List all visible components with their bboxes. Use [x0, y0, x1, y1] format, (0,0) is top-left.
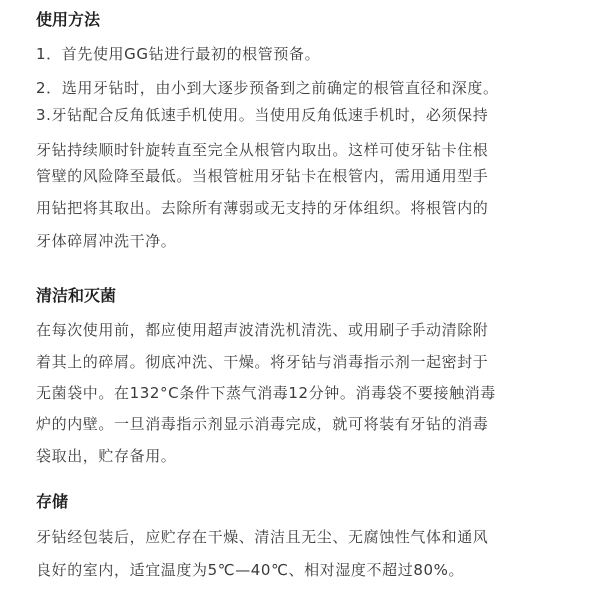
usage-line: 用钻把将其取出。去除所有薄弱或无支持的牙体组织。将根管内的	[36, 199, 489, 217]
cleaning-line: 无菌袋中。在132°C条件下蒸气消毒12分钟。消毒袋不要接触消毒	[36, 384, 496, 402]
cleaning-line: 炉的内壁。一旦消毒指示剂显示消毒完成，就可将装有牙钻的消毒	[36, 415, 489, 433]
usage-line: 1．首先使用GG钻进行最初的根管预备。	[36, 45, 321, 63]
section-title-usage: 使用方法	[36, 10, 101, 29]
storage-line: 牙钻经包装后，应贮存在干燥、清洁且无尘、无腐蚀性气体和通风	[36, 528, 489, 546]
usage-line: 3.牙钻配合反角低速手机使用。当使用反角低速手机时，必须保持	[36, 106, 489, 124]
usage-line: 牙钻持续顺时针旋转直至完全从根管内取出。这样可使牙钻卡住根	[36, 141, 489, 159]
cleaning-line: 在每次使用前，都应使用超声波清洗机清洗、或用刷子手动清除附	[36, 321, 489, 339]
section-title-storage: 存储	[36, 492, 69, 511]
cleaning-line: 着其上的碎屑。彻底冲洗、干燥。将牙钻与消毒指示剂一起密封于	[36, 353, 489, 371]
usage-line: 管壁的风险降至最低。当根管桩用牙钻卡在根管内，需用通用型手	[36, 167, 489, 185]
cleaning-line: 袋取出，贮存备用。	[36, 447, 177, 465]
usage-line: 牙体碎屑冲洗干净。	[36, 232, 177, 250]
usage-line: 2．选用牙钻时，由小到大逐步预备到之前确定的根管直径和深度。	[36, 79, 499, 97]
section-title-cleaning: 清洁和灭菌	[36, 286, 117, 305]
storage-line: 良好的室内，适宜温度为5℃—40℃、相对湿度不超过80%。	[36, 561, 465, 579]
